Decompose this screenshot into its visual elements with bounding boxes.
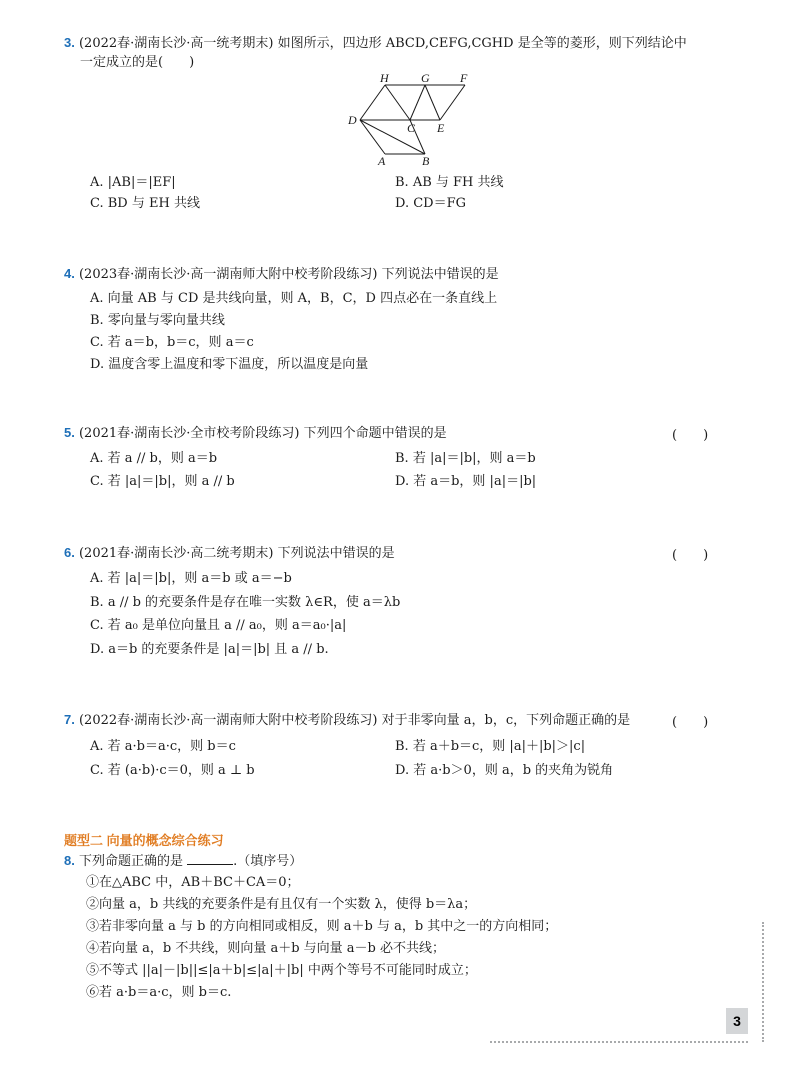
q7-answer-paren: ( ) [672,715,709,730]
q5-option-d: D. 若 a＝b，则 |a|＝|b| [395,474,537,489]
q6-option-b: B. a // b 的充要条件是存在唯一实数 λ∈R，使 a＝λb [90,595,401,610]
q3-option-c: C. BD 与 EH 共线 [90,196,200,211]
q6-option-a: A. 若 |a|＝|b|，则 a＝b 或 a＝−b [90,571,292,586]
q4-option-d: D. 温度含零上温度和零下温度，所以温度是向量 [90,357,369,372]
q3-stem-line1 [64,34,687,53]
label-F: F [460,72,468,85]
q3-option-a: A. |AB|＝|EF| [90,175,176,190]
label-H: H [380,72,389,85]
q6-option-d: D. a＝b 的充要条件是 |a|＝|b| 且 a // b. [90,642,329,657]
q4-stem: (2023春·湖南长沙·高一湖南师大附中校考阶段练习) 下列说法中错误的是 [78,267,499,282]
q3-stem: (2022春·湖南长沙·高一统考期末) 如图所示，四边形 ABCD,CEFG,CGHD 是全等的菱形，则下列结论中 [78,36,687,51]
q4-stem-line [64,265,499,284]
q8-stem-b: .（填序号） [233,854,303,869]
q7-option-c: C. 若 (a·b)·c＝0，则 a ⊥ b [90,763,255,778]
page-number: 3 [726,1008,748,1034]
q5-stem: (2021春·湖南长沙·全市校考阶段练习) 下列四个命题中错误的是 [78,426,447,441]
label-E: E [437,121,445,135]
q5-option-a: A. 若 a // b，则 a＝b [90,451,218,466]
q6-answer-paren: ( ) [672,548,709,563]
q6-number: 6. [64,545,75,560]
q8-item-6: ⑥若 a·b＝a·c，则 b＝c. [86,985,232,1000]
q6-stem-line [64,544,395,563]
q5-option-b: B. 若 |a|＝|b|，则 a＝b [395,451,536,466]
q3-option-d: D. CD＝FG [395,196,466,211]
q8-answer-blank[interactable] [187,852,233,865]
q7-number: 7. [64,712,75,727]
q7-stem-line [64,711,630,730]
dotted-border-horizontal [490,1041,748,1043]
label-D: D [348,113,357,127]
q3-stem-line2: 一定成立的是( ) [80,55,195,70]
q7-option-b: B. 若 a＋b＝c，则 |a|＋|b|＞|c| [395,739,586,754]
q7-stem: (2022春·湖南长沙·高一湖南师大附中校考阶段练习) 对于非零向量 a，b，c，下列命题正确的是 [78,713,631,728]
label-G: G [421,72,430,85]
q4-option-b: B. 零向量与零向量共线 [90,313,225,328]
q4-option-c: C. 若 a＝b，b＝c，则 a＝c [90,335,254,350]
q4-option-a: A. 向量 AB 与 CD 是共线向量，则 A，B，C，D 四点必在一条直线上 [90,291,498,306]
label-B: B [422,154,430,168]
label-C: C [407,121,416,135]
q8-item-5: ⑤不等式 ||a|－|b||≤|a＋b|≤|a|＋|b| 中两个等号不可能同时成立； [86,963,477,978]
section-title: 题型二 向量的概念综合练习 [64,833,224,848]
q8-item-1: ①在△ABC 中，AB＋BC＋CA＝0； [86,875,300,890]
q4-number: 4. [64,266,75,281]
q5-option-c: C. 若 |a|＝|b|，则 a // b [90,474,235,489]
q8-item-3: ③若非零向量 a 与 b 的方向相同或相反，则 a＋b 与 a，b 其中之一的方向相同； [86,919,558,934]
q3-number: 3. [64,35,75,50]
label-A: A [378,154,386,168]
q8-stem-a: 下列命题正确的是 [78,854,183,869]
q8-item-4: ④若向量 a，b 不共线，则向量 a＋b 与向量 a－b 必不共线； [86,941,446,956]
q7-option-d: D. 若 a·b＞0，则 a，b 的夹角为锐角 [395,763,614,778]
q8-stem-line [64,852,302,871]
q5-stem-line [64,424,447,443]
q7-option-a: A. 若 a·b＝a·c，则 b＝c [90,739,236,754]
q5-number: 5. [64,425,75,440]
rhombus-figure [340,72,480,168]
q8-item-2: ②向量 a，b 共线的充要条件是有且仅有一个实数 λ，使得 b＝λa； [86,897,477,912]
dotted-border-vertical [762,922,764,1042]
q3-option-b: B. AB 与 FH 共线 [395,175,504,190]
q6-stem: (2021春·湖南长沙·高二统考期末) 下列说法中错误的是 [78,546,395,561]
q6-option-c: C. 若 a₀ 是单位向量且 a // a₀，则 a＝a₀·|a| [90,618,347,633]
q5-answer-paren: ( ) [672,428,709,443]
q8-number: 8. [64,853,75,868]
